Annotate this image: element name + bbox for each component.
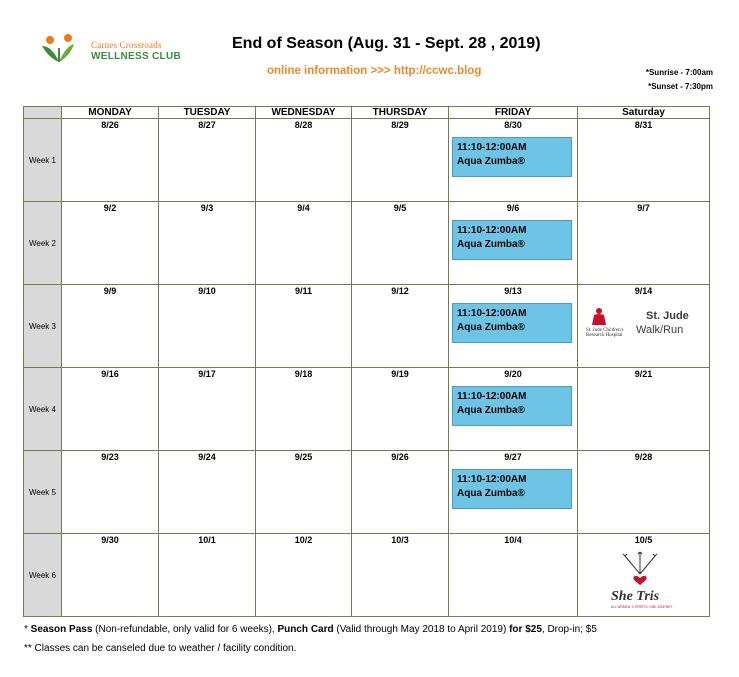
day-cell	[352, 119, 449, 202]
date-label: 9/9	[103, 286, 117, 296]
aqua-zumba-event[interactable]	[452, 220, 572, 260]
arrows-heart-icon	[623, 552, 657, 574]
date-label: 8/29	[391, 120, 409, 130]
week-row	[24, 285, 710, 368]
header-wednesday: WEDNESDAY	[256, 107, 352, 119]
date-label: 9/16	[101, 369, 119, 379]
date-label: 9/2	[103, 203, 117, 213]
day-cell	[578, 285, 710, 368]
day-cell	[256, 534, 352, 617]
event-name: Aqua Zumba®	[457, 488, 525, 499]
date-label: 8/30	[504, 120, 522, 130]
date-label: 9/24	[198, 452, 216, 462]
date-label: 10/1	[198, 535, 216, 545]
she-tris-tagline: ALL WOMEN. 3 SPORTS. ONE JOURNEY.	[611, 605, 673, 609]
date-label: 10/2	[294, 535, 313, 545]
heart-icon	[633, 576, 646, 585]
season-pass-detail: (Non-refundable, only valid for 6 weeks),	[92, 624, 278, 635]
event-name: Aqua Zumba®	[457, 239, 525, 250]
week-row	[24, 119, 710, 202]
day-cell	[578, 202, 710, 285]
day-cell	[449, 202, 578, 285]
date-label: 9/3	[200, 203, 214, 213]
day-cell	[352, 285, 449, 368]
date-label: 9/21	[634, 369, 653, 379]
day-cell	[62, 534, 159, 617]
date-label: 10/5	[634, 535, 653, 545]
date-label: 10/4	[504, 535, 522, 545]
date-label: 9/20	[504, 369, 522, 379]
aqua-zumba-event[interactable]	[452, 137, 572, 177]
logo-line2: WELLNESS CLUB	[91, 51, 182, 62]
date-label: 9/13	[504, 286, 522, 296]
day-cell	[256, 368, 352, 451]
aqua-zumba-event[interactable]	[452, 469, 572, 509]
week-row	[24, 368, 710, 451]
event-time: 11:10-12:00AM	[457, 142, 527, 153]
date-label: 9/19	[391, 369, 409, 379]
event-name: Aqua Zumba®	[457, 405, 525, 416]
day-cell	[449, 451, 578, 534]
week-row	[24, 534, 710, 617]
sunset-note: *Sunset - 7:30pm	[648, 82, 713, 91]
day-cell	[159, 285, 256, 368]
header-thursday: THURSDAY	[352, 107, 449, 119]
st-jude-org-line1: St. Jude Children's	[586, 328, 624, 333]
day-cell	[578, 119, 710, 202]
date-label: 9/18	[294, 369, 313, 379]
sunrise-note: *Sunrise - 7:00am	[645, 68, 713, 77]
week-label: Week 6	[24, 534, 62, 617]
date-label: 9/28	[634, 452, 653, 462]
day-cell	[62, 285, 159, 368]
week-label: Week 4	[24, 368, 62, 451]
week-label: Week 1	[24, 119, 62, 202]
day-cell	[159, 202, 256, 285]
week-row	[24, 451, 710, 534]
date-label: 9/12	[391, 286, 409, 296]
day-cell	[352, 368, 449, 451]
date-label: 9/11	[294, 286, 313, 296]
date-label: 9/25	[294, 452, 313, 462]
punch-card-label: Punch Card	[277, 624, 334, 635]
week-label: Week 2	[24, 202, 62, 285]
day-cell	[159, 451, 256, 534]
date-label: 9/23	[101, 452, 119, 462]
event-time: 11:10-12:00AM	[457, 308, 527, 319]
date-label: 9/30	[101, 535, 119, 545]
aqua-zumba-event[interactable]	[452, 303, 572, 343]
calendar-table	[23, 106, 710, 617]
day-cell	[578, 368, 710, 451]
day-cell	[449, 285, 578, 368]
day-cell	[256, 119, 352, 202]
day-cell	[62, 368, 159, 451]
st-jude-figure-icon	[592, 308, 606, 325]
day-cell	[256, 451, 352, 534]
st-jude-org-line2: Research Hospital	[586, 333, 623, 338]
header-monday: MONDAY	[62, 107, 159, 119]
day-cell	[62, 451, 159, 534]
date-label: 9/5	[393, 203, 407, 213]
day-cell	[159, 119, 256, 202]
aqua-zumba-event[interactable]	[452, 386, 572, 426]
calendar-header-row	[24, 107, 710, 119]
day-cell	[352, 534, 449, 617]
day-cell	[352, 202, 449, 285]
header-corner	[24, 107, 62, 119]
day-cell	[62, 119, 159, 202]
online-info-link[interactable]: online information >>> http://ccwc.blog	[267, 65, 482, 77]
event-name: Aqua Zumba®	[457, 156, 525, 167]
day-cell	[449, 119, 578, 202]
date-label: 8/26	[101, 120, 119, 130]
day-cell	[256, 285, 352, 368]
price-label: for $25	[509, 624, 542, 635]
header-tuesday: TUESDAY	[159, 107, 256, 119]
date-label: 9/26	[391, 452, 409, 462]
footer-prefix: *	[24, 624, 31, 635]
punch-card-detail: (Valid through May 2018 to April 2019)	[333, 624, 510, 635]
header-saturday: Saturday	[578, 107, 710, 119]
day-cell	[449, 368, 578, 451]
week-row	[24, 202, 710, 285]
footer-pricing-note	[24, 624, 597, 635]
st-jude-title: St. Jude	[646, 310, 689, 322]
event-time: 11:10-12:00AM	[457, 474, 527, 485]
date-label: 8/31	[634, 120, 653, 130]
page-title: End of Season (Aug. 31 - Sept. 28 , 2019)	[232, 35, 541, 52]
date-label: 10/3	[391, 535, 409, 545]
week-label: Week 3	[24, 285, 62, 368]
day-cell	[578, 451, 710, 534]
st-jude-walk-run-logo	[586, 305, 696, 339]
day-cell	[62, 202, 159, 285]
day-cell	[352, 451, 449, 534]
date-label: 9/7	[637, 203, 650, 213]
date-label: 9/14	[634, 286, 653, 296]
date-label: 8/28	[294, 120, 313, 130]
date-label: 9/17	[198, 369, 216, 379]
logo-line1: Carnes Crossroads	[91, 40, 162, 50]
footer-cancellation-note: ** Classes can be canseled due to weather / facility condition.	[24, 643, 297, 654]
st-jude-subtitle: Walk/Run	[636, 324, 684, 336]
day-cell	[159, 534, 256, 617]
day-cell	[159, 368, 256, 451]
she-tris-title: She Tris	[611, 589, 660, 604]
date-label: 9/6	[506, 203, 520, 213]
season-pass-label: Season Pass	[30, 624, 93, 635]
day-cell	[449, 534, 578, 617]
date-label: 9/4	[297, 203, 310, 213]
date-label: 9/10	[198, 286, 216, 296]
event-time: 11:10-12:00AM	[457, 391, 527, 402]
drop-in-detail: , Drop-in; $5	[541, 624, 597, 635]
day-cell	[256, 202, 352, 285]
she-tris-logo	[605, 550, 675, 612]
week-label: Week 5	[24, 451, 62, 534]
date-label: 9/27	[504, 452, 522, 462]
header-friday: FRIDAY	[449, 107, 578, 119]
event-time: 11:10-12:00AM	[457, 225, 527, 236]
date-label: 8/27	[198, 120, 216, 130]
event-name: Aqua Zumba®	[457, 322, 525, 333]
day-cell	[578, 534, 710, 617]
